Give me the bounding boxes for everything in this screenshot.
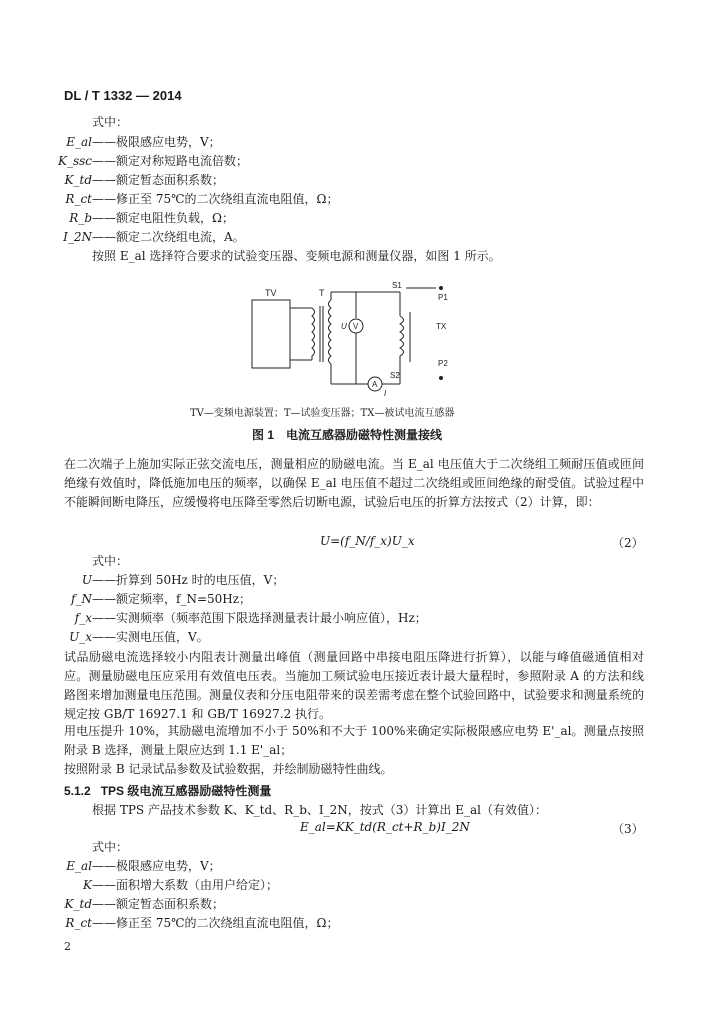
intro-line: 按照 E_al 选择符合要求的试验变压器、变频电源和测量仪器，如图 1 所示。 [92, 249, 501, 263]
definition-item [50, 571, 427, 590]
definition-text: ——实测频率（频率范围下限选择测量表计最小响应值），Hz； [92, 611, 427, 625]
definition-item [50, 209, 338, 228]
definition-text: ——极限感应电势，V； [92, 135, 221, 149]
definition-item [50, 171, 338, 190]
terminal-p1 [440, 287, 443, 290]
where-label: 式中： [92, 840, 129, 854]
figure-title: 图 1 电流互感器励磁特性测量接线 [252, 428, 443, 442]
section-number: 5.1.2 [64, 784, 91, 798]
definition-item [50, 228, 338, 247]
symbol: K_ssc [57, 154, 92, 168]
equation-2: U=(f_N/f_x)U_x [320, 534, 415, 548]
definition-item [50, 152, 338, 171]
definition-item [50, 133, 338, 152]
paragraph-tps: 根据 TPS 产品技术参数 K、K_td、R_b、I_2N，按式（3）计算出 E_al（有效值）： [92, 803, 547, 817]
equation-3-number: （3） [612, 822, 644, 836]
tx-coil [400, 316, 404, 358]
where-label: 式中： [92, 554, 129, 568]
definition-item [50, 609, 427, 628]
tv-box [252, 300, 290, 368]
paragraph-record: 按照附录 B 记录试品参数及试验数据，并绘制励磁特性曲线。 [64, 762, 393, 776]
label-tv: TV [265, 288, 277, 298]
definition-item [50, 914, 338, 933]
terminal-p2 [440, 377, 443, 380]
definition-item [50, 590, 427, 609]
label-p2: P2 [438, 359, 448, 368]
definition-text: ——额定暂态面积系数； [92, 173, 225, 187]
label-u: U [341, 322, 347, 331]
symbol: E_al [66, 859, 92, 873]
symbol: R_b [69, 211, 92, 225]
label-p1: P1 [438, 293, 448, 302]
equation-3: E_al=KK_td(R_ct+R_b)I_2N [300, 820, 470, 834]
definition-item [50, 190, 338, 209]
symbol: I_2N [63, 230, 92, 244]
definition-text: ——修正至 75℃的二次绕组直流电阻值，Ω； [92, 192, 339, 206]
symbol: R_ct [65, 192, 92, 206]
definition-text: ——额定二次绕组电流，A。 [92, 230, 245, 244]
label-t: T [319, 288, 325, 298]
symbol: U_x [69, 630, 92, 644]
symbol: E_al [66, 135, 92, 149]
equation-2-number: （2） [612, 536, 644, 550]
definition-list [50, 571, 427, 647]
symbol: K_td [64, 173, 92, 187]
label-tx: TX [436, 322, 447, 331]
transformer-primary [312, 308, 315, 360]
symbol: K [83, 878, 92, 892]
definition-text: ——额定暂态面积系数； [92, 897, 225, 911]
label-s2: S2 [390, 371, 400, 380]
definition-list [50, 133, 338, 247]
symbol: K_td [64, 897, 92, 911]
definition-text: ——额定对称短路电流倍数； [92, 154, 249, 168]
paragraph-measurement: 试品励磁电流选择较小内阻表计测量出峰值（测量回路中串接电阻压降进行折算），以能与峰值磁通值相对应。测量励磁电压应采用有效值电压表。当施加工频试验电压接近表计最大量程时，参照附录 A 的方法和线路图来增加测量电压范围。测量仪表和分压电阻带来的误差需考虑在整个试验回路中，试验要求和测量系统的规定按 GB/T 16927.1 和 GB/T 16927.2 执行。 [64, 650, 644, 721]
definition-text: ——修正至 75℃的二次绕组直流电阻值，Ω； [92, 916, 339, 930]
definition-item [50, 628, 427, 647]
definition-text: ——额定电阻性负载，Ω； [92, 211, 234, 225]
symbol: R_ct [65, 916, 92, 930]
section-title: TPS 级电流互感器励磁特性测量 [100, 784, 272, 798]
where-label: 式中： [92, 115, 129, 129]
definition-item [50, 876, 338, 895]
circuit-diagram [240, 278, 480, 400]
page-number: 2 [64, 940, 71, 953]
label-i: I [384, 389, 387, 398]
label-v: V [353, 322, 359, 331]
definition-list [50, 857, 338, 933]
standard-code: DL / T 1332 — 2014 [64, 88, 182, 103]
paragraph-voltage-method: 在二次端子上施加实际正弦交流电压，测量相应的励磁电流。当 E_al 电压值大于二次绕组工频耐压值或匝间绝缘有效值时，降低施加电压的频率，以确保 E_al 电压值不超过二次绕组或匝间绝缘的耐受值。试验过程中不能瞬间断电降压，应缓慢将电压降至零然后切断电源，试验后电压的折算方法按式（2）计算，即： [64, 457, 644, 509]
definition-item [50, 895, 338, 914]
paragraph-voltage-increase: 用电压提升 10%，其励磁电流增加不小于 50%和不大于 100%来确定实际极限感应电势 E'_al。测量点按照附录 B 选择，测量上限应达到 1.1 E'_al； [64, 724, 644, 757]
label-a: A [372, 380, 378, 389]
definition-text: ——折算到 50Hz 时的电压值，V； [92, 573, 285, 587]
symbol: U [81, 573, 92, 587]
definition-text: ——极限感应电势，V； [92, 859, 221, 873]
label-s1: S1 [392, 281, 402, 290]
transformer-secondary [329, 300, 332, 366]
definition-item [50, 857, 338, 876]
definition-text: ——实测电压值，V。 [92, 630, 209, 644]
section-heading [64, 782, 271, 799]
symbol: f_x [74, 611, 92, 625]
definition-text: ——面积增大系数（由用户给定）； [92, 878, 279, 892]
symbol: f_N [71, 592, 92, 606]
figure-legend: TV—变频电源装置；T—试验变压器；TX—被试电流互感器 [190, 408, 455, 419]
definition-text: ——额定频率，f_N=50Hz； [92, 592, 252, 606]
